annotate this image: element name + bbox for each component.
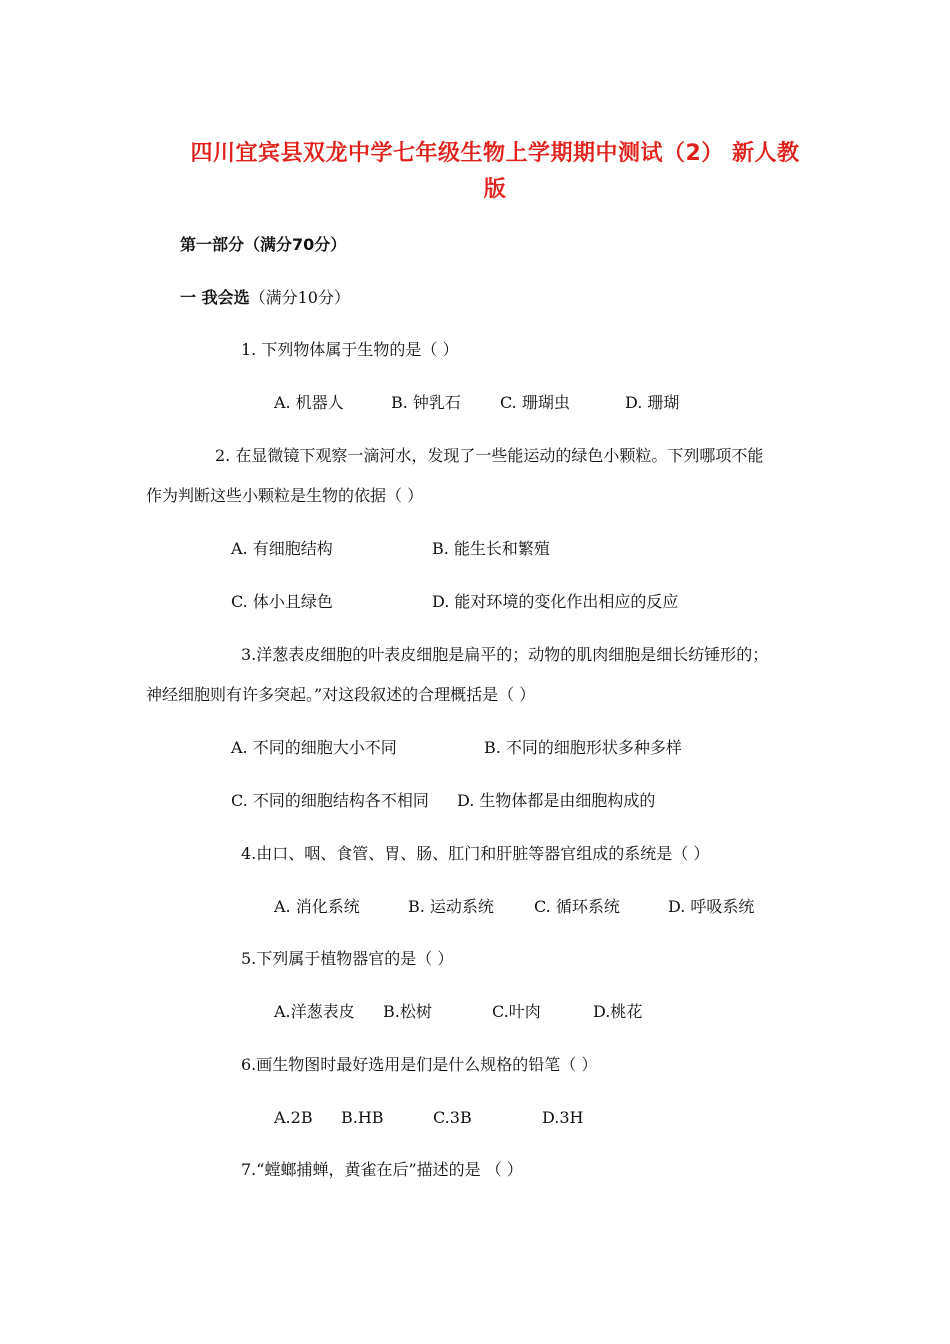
question-7-stem: 7.“螳螂捕蝉，黄雀在后”描述的是 （ ） [241,1160,523,1179]
q5-option-a: A.洋葱表皮 [274,1002,355,1021]
q1-option-b: B. 钟乳石 [391,393,461,412]
q6-option-a: A.2B [274,1108,313,1127]
q3-option-a: A. 不同的细胞大小不同 [231,738,397,757]
q1-option-c: C. 珊瑚虫 [500,393,570,412]
question-5-stem: 5.下列属于植物器官的是（ ） [241,949,454,968]
document-title [150,136,840,208]
q4-option-c: C. 循环系统 [534,897,620,916]
section-score: （满分10分） [249,288,350,307]
q5-option-c: C.叶肉 [492,1002,541,1021]
q2-option-b: B. 能生长和繁殖 [432,539,550,558]
title-line-1: 四川宜宾县双龙中学七年级生物上学期期中测试（2） 新人教 [190,141,800,166]
q4-option-d: D. 呼吸系统 [668,897,755,916]
q1-option-a: A. 机器人 [274,393,344,412]
part-heading: 第一部分（满分70分） [180,235,347,254]
section-heading [180,287,350,309]
q6-option-b: B.HB [341,1108,384,1127]
q3-option-d: D. 生物体都是由细胞构成的 [457,791,656,810]
q5-option-b: B.松树 [383,1002,432,1021]
q4-option-b: B. 运动系统 [408,897,494,916]
q6-option-c: C.3B [433,1108,472,1127]
question-2-stem-line-1: 2. 在显微镜下观察一滴河水，发现了一些能运动的绿色小颗粒。下列哪项不能 [215,446,764,465]
question-2-stem-line-2: 作为判断这些小颗粒是生物的依据（ ） [146,486,424,505]
q1-option-d: D. 珊瑚 [625,393,680,412]
section-label: 一 我会选 [180,288,250,307]
q4-option-a: A. 消化系统 [274,897,360,916]
question-1-stem: 1. 下列物体属于生物的是（ ） [241,340,459,359]
q3-option-b: B. 不同的细胞形状多种多样 [484,738,682,757]
question-6-stem: 6.画生物图时最好选用是们是什么规格的铅笔（ ） [241,1055,598,1074]
q2-option-c: C. 体小且绿色 [231,592,333,611]
question-3-stem-line-2: 神经细胞则有许多突起。”对这段叙述的合理概括是（ ） [146,685,536,704]
q3-option-c: C. 不同的细胞结构各不相同 [231,791,429,810]
title-line-2: 版 [483,177,507,202]
q5-option-d: D.桃花 [593,1002,643,1021]
question-3-stem-line-1: 3.洋葱表皮细胞的叶表皮细胞是扁平的；动物的肌肉细胞是细长纺锤形的； [241,645,769,664]
q6-option-d: D.3H [542,1108,584,1127]
question-4-stem: 4.由口、咽、食管、胃、肠、肛门和肝脏等器官组成的系统是（ ） [241,844,710,863]
q2-option-a: A. 有细胞结构 [231,539,333,558]
q2-option-d: D. 能对环境的变化作出相应的反应 [432,592,679,611]
